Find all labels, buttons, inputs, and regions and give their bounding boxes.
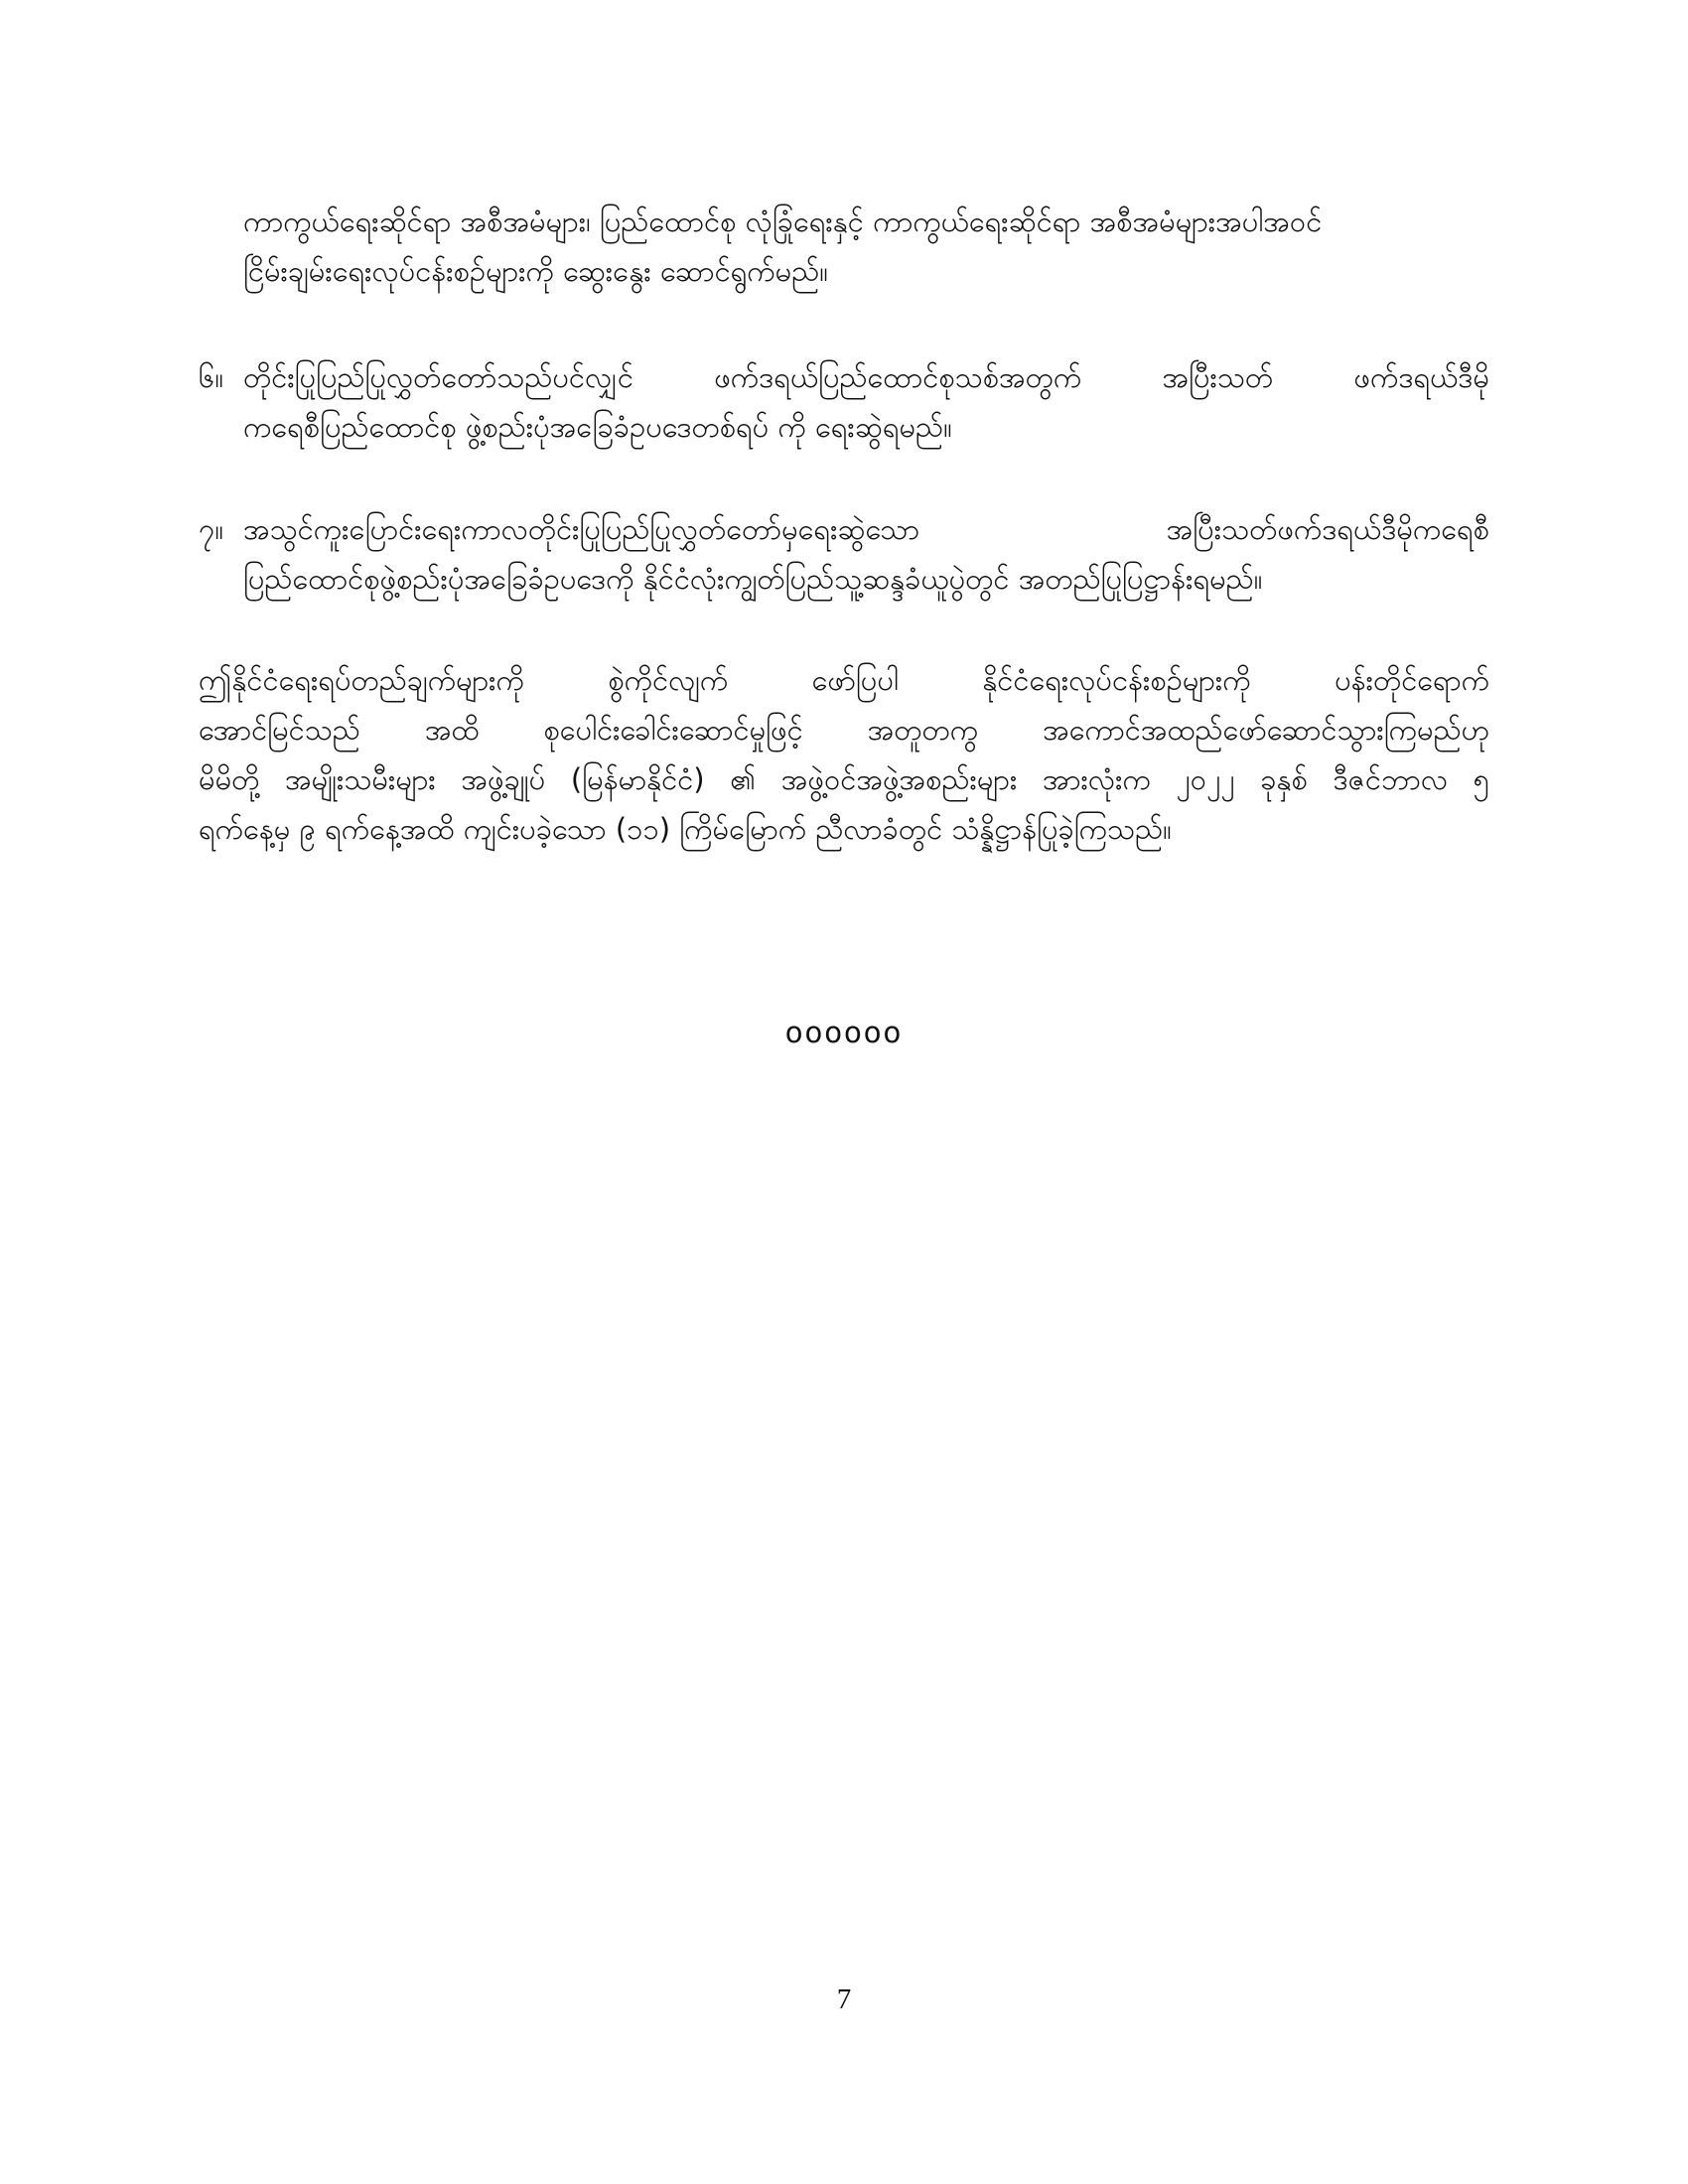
page-number: 7 bbox=[836, 1983, 852, 2015]
item-text: အသွင်ကူးပြောင်းရေးကာလတိုင်းပြုပြည်ပြုလွှတ်တော်မှရေးဆွဲသော အပြီးသတ်ဖက်ဒရယ်ဒီမိုကရေစီ bbox=[243, 512, 1489, 546]
item-number: ၆။ bbox=[199, 360, 224, 394]
continuation-paragraph bbox=[199, 197, 1489, 296]
item-text: တိုင်းပြုပြည်ပြုလွှတ်တော်သည်ပင်လျှင် ဖက်ဒရယ်ပြည်ထောင်စုသစ်အတွက် အပြီးသတ် ဖက်ဒရယ်ဒီမို bbox=[243, 360, 1489, 394]
paragraph-line: အောင်မြင်သည် အထိ စုပေါင်းခေါင်းဆောင်မှုဖြင့် အတူတကွ အကောင်အထည်ဖော်ဆောင်သွားကြမည်ဟု bbox=[199, 713, 1489, 747]
paragraph-line bbox=[199, 352, 1489, 402]
paragraph-line: မိမိတို့ အမျိုးသမီးများ အဖွဲ့ချုပ် (မြန်မာနိုင်ငံ) ၏ အဖွဲ့ဝင်အဖွဲ့အစည်းများ အားလုံးက ၂၀၂၂ ခုနှစ် ဒီဇင်ဘာလ ၅ bbox=[199, 762, 1489, 796]
numbered-item-7 bbox=[199, 504, 1489, 604]
numbered-item-6 bbox=[199, 352, 1489, 452]
paragraph-line: ပြည်ထောင်စုဖွဲ့စည်းပုံအခြေခံဥပဒေကို နိုင်ငံလုံးကျွတ်ပြည်သူ့ဆန္ဒခံယူပွဲတွင် အတည်ပြုပြဋ္ဌာန်းရမည်။ bbox=[243, 562, 1263, 596]
paragraph-line bbox=[199, 504, 1489, 554]
paragraph-line: ငြိမ်းချမ်းရေးလုပ်ငန်းစဉ်များကို ဆွေးနွေး ဆောင်ရွက်မည်။ bbox=[243, 254, 829, 288]
closing-paragraph bbox=[199, 655, 1489, 854]
paragraph-line: ကာကွယ်ရေးဆိုင်ရာ အစီအမံများ၊ ပြည်ထောင်စု လုံခြုံရေးနှင့် ကာကွယ်ရေးဆိုင်ရာ အစီအမံများအပါအဝင် bbox=[243, 205, 1323, 238]
section-separator: oooooo bbox=[784, 1016, 904, 1049]
paragraph-line: ဤနိုင်ငံရေးရပ်တည်ချက်များကို စွဲကိုင်လျက် ဖော်ပြပါ နိုင်ငံရေးလုပ်ငန်းစဉ်များကို ပန်းတိုင်ရောက် bbox=[199, 663, 1489, 697]
item-number: ၇။ bbox=[199, 512, 224, 546]
paragraph-line: ကရေစီပြည်ထောင်စု ဖွဲ့စည်းပုံအခြေခံဥပဒေတစ်ရပ် ကို ရေးဆွဲရမည်။ bbox=[243, 410, 952, 444]
paragraph-line: ရက်နေ့မှ ၉ ရက်နေ့အထိ ကျင်းပခဲ့သော (၁၁) ကြိမ်မြောက် ညီလာခံတွင် သံန္နိဋ္ဌာန်ပြုခဲ့ကြသည်။ bbox=[199, 812, 1172, 846]
